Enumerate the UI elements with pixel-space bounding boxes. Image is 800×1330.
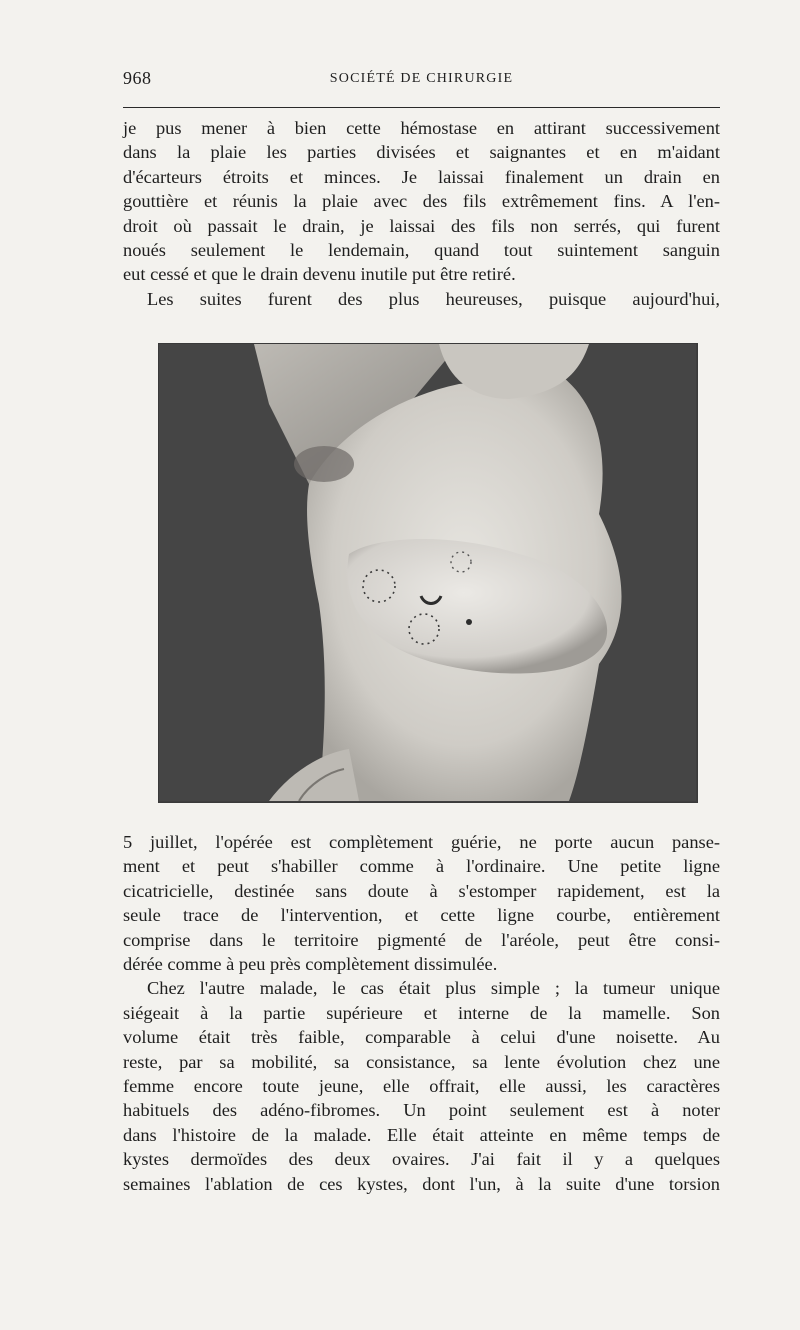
text-line: gouttière et réunis la plaie avec des fils extrêmement fins. A l'en- xyxy=(123,191,720,212)
text-line: ment et peut s'habiller comme à l'ordinaire. Une petite ligne xyxy=(123,856,720,877)
photograph-image xyxy=(159,344,696,801)
text-line: femme encore toute jeune, elle offrait, elle aussi, les caractères xyxy=(123,1076,720,1097)
text-line: comprise dans le territoire pigmenté de l'aréole, peut être consi- xyxy=(123,929,720,950)
text-line: habituels des adéno-fibromes. Un point seulement est à noter xyxy=(123,1100,720,1121)
text-line: 5 juillet, l'opérée est complètement guérie, ne porte aucun panse- xyxy=(123,832,720,852)
text-line: noués seulement le lendemain, quand tout suintement sanguin xyxy=(123,240,720,261)
page-number: 968 xyxy=(123,68,152,88)
text-line: semaines l'ablation de ces kystes, dont l'un, à la suite d'une torsion xyxy=(123,1173,720,1194)
text-line: eut cessé et que le drain devenu inutile put être retiré. xyxy=(123,264,516,285)
top-paragraph xyxy=(123,116,720,311)
text-line: je pus mener à bien cette hémostase en attirant successivement xyxy=(123,118,720,138)
text-line: cicatricielle, destinée sans doute à s'estomper rapidement, est la xyxy=(123,880,720,901)
bottom-paragraph xyxy=(123,830,720,1196)
text-line: seule trace de l'intervention, et cette ligne courbe, entièrement xyxy=(123,905,720,926)
text-line: kystes dermoïdes des deux ovaires. J'ai fait il y a quelques xyxy=(123,1149,720,1170)
text-line: d'écarteurs étroits et minces. Je laissai finalement un drain en xyxy=(123,166,720,187)
header-rule xyxy=(123,107,720,108)
text-line: dérée comme à peu près complètement dissimulée. xyxy=(123,954,498,975)
text-line: Chez l'autre malade, le cas était plus simple ; la tumeur unique xyxy=(147,978,720,999)
text-line: dans l'histoire de la malade. Elle était atteinte en même temps de xyxy=(123,1124,720,1145)
text-line: droit où passait le drain, je laissai des fils non serrés, qui furent xyxy=(123,215,720,236)
text-line: volume était très faible, comparable à celui d'une noisette. Au xyxy=(123,1027,720,1048)
text-line: Les suites furent des plus heureuses, puisque aujourd'hui, xyxy=(147,288,720,309)
text-line: dans la plaie les parties divisées et saignantes et en m'aidant xyxy=(123,142,720,163)
text-line: reste, par sa mobilité, sa consistance, sa lente évolution chez une xyxy=(123,1051,720,1072)
page-header xyxy=(123,68,720,98)
breast-photograph xyxy=(158,343,698,803)
text-line: siégeait à la partie supérieure et interne de la mamelle. Son xyxy=(123,1002,720,1023)
running-title: SOCIÉTÉ DE CHIRURGIE xyxy=(329,71,514,86)
